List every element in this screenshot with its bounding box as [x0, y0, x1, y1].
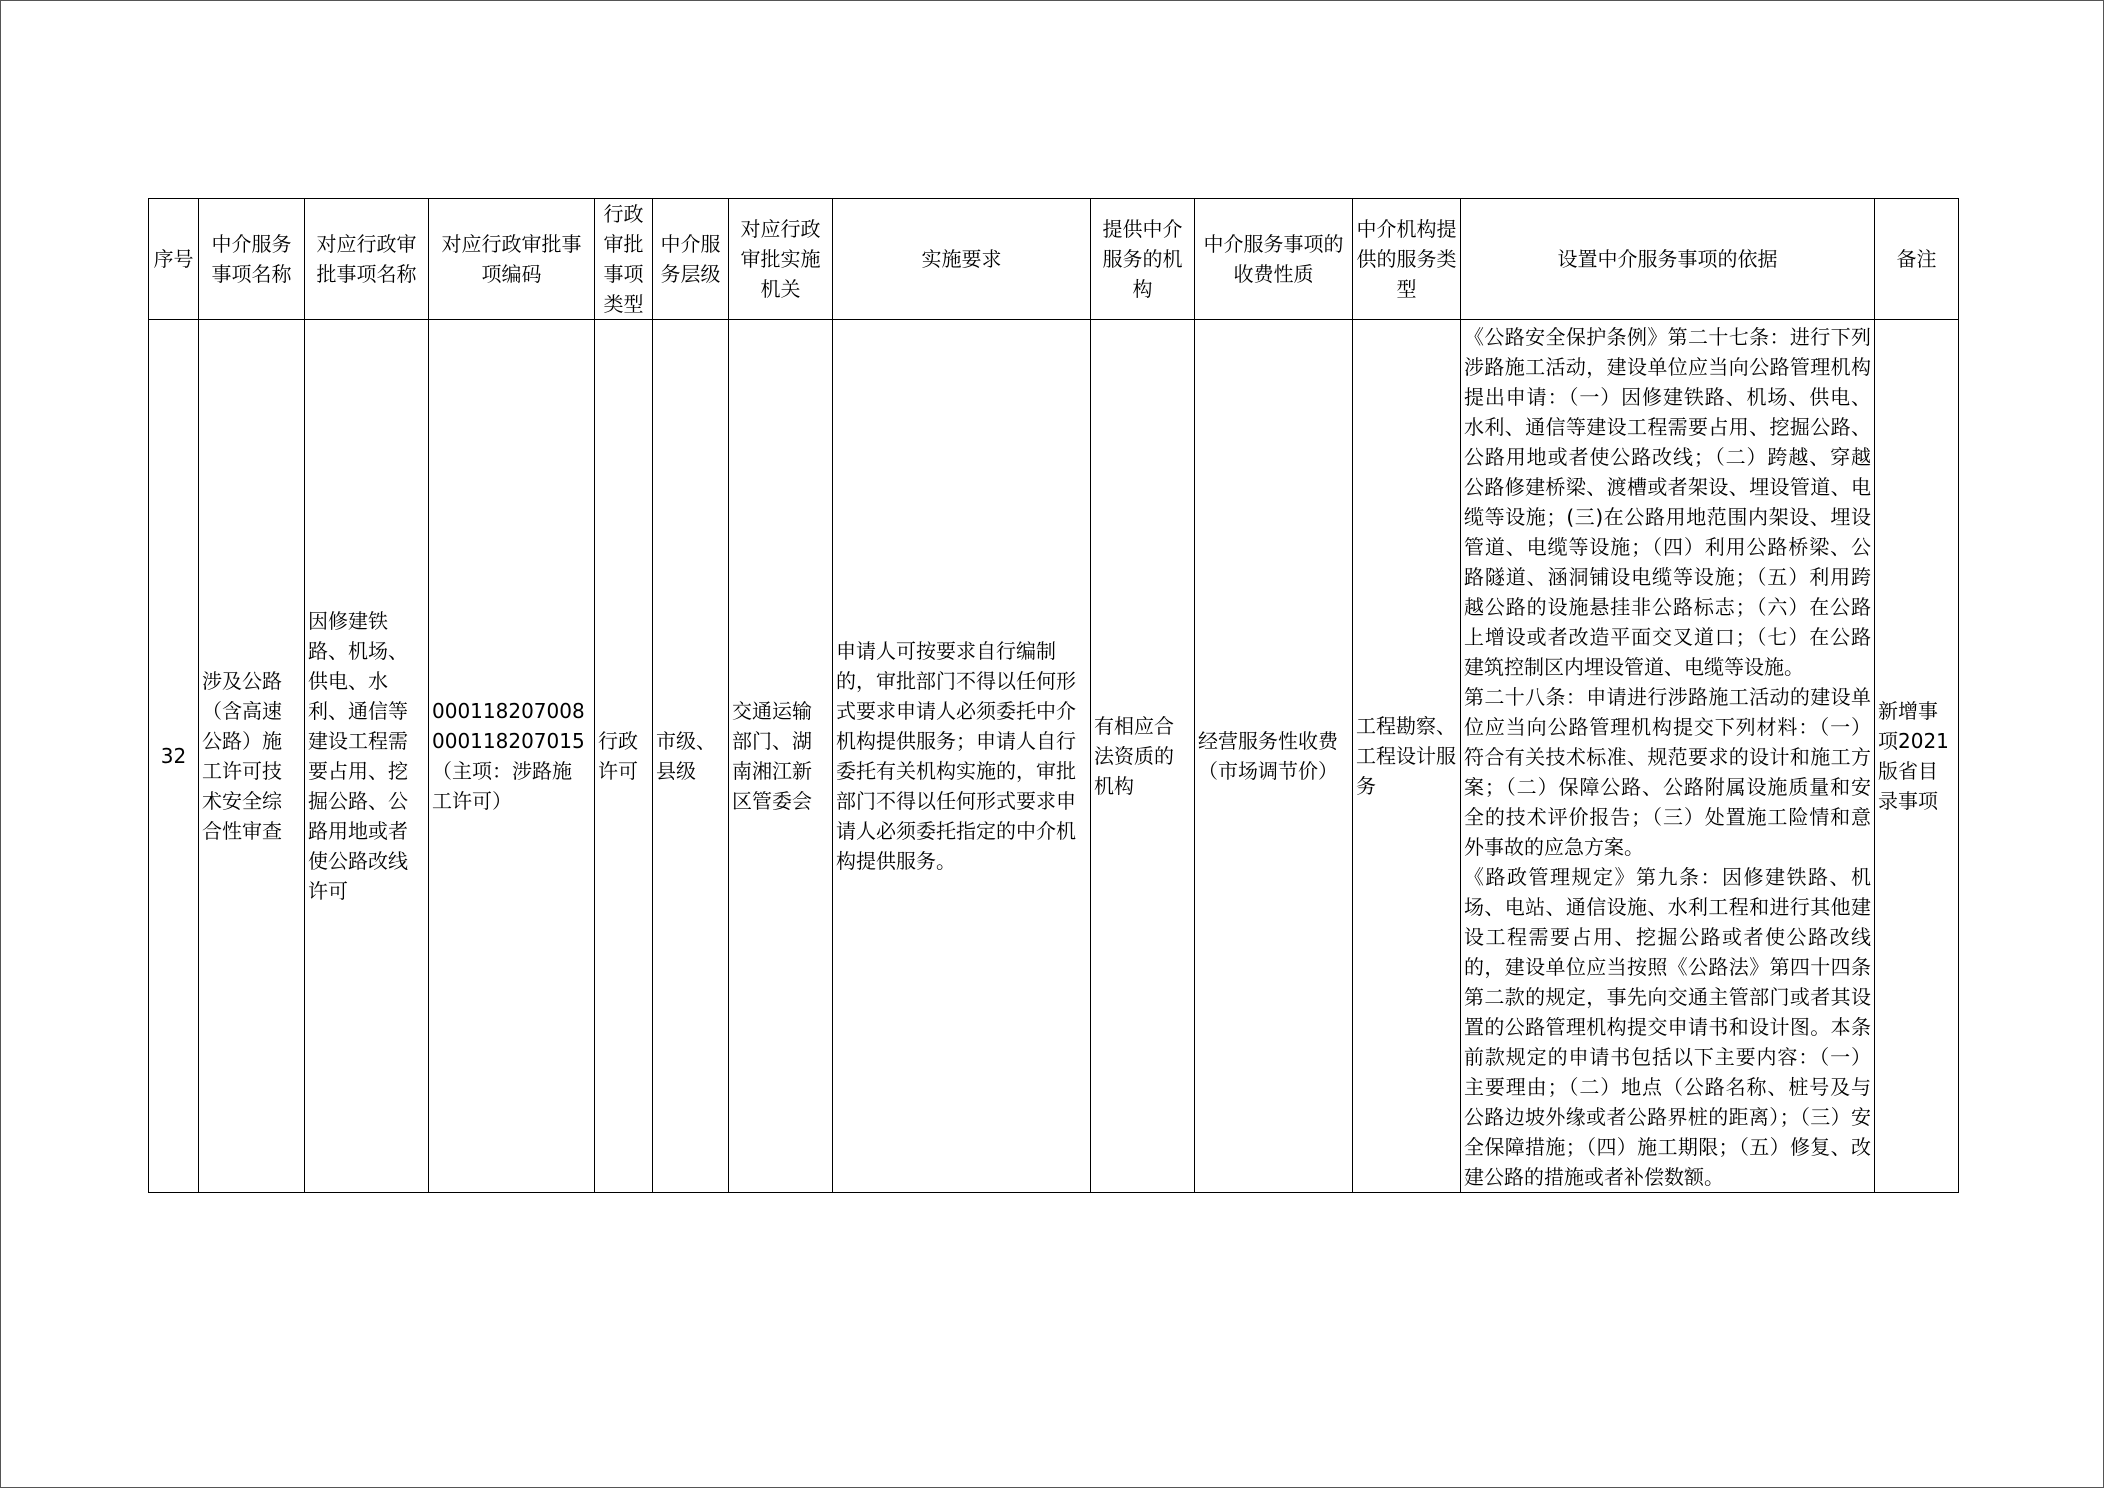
cell-approval-type: 行政许可 — [595, 320, 653, 1193]
header-implementing-agency: 对应行政审批实施机关 — [729, 199, 833, 320]
basis-paragraph-3: 《路政管理规定》第九条：因修建铁路、机场、电站、通信设施、水利工程和进行其他建设工程需要占用、挖掘公路或者使公路改线的，建设单位应当按照《公路法》第四十四条第二款的规定，事先向交通主管部门或者其设置的公路管理机构提交申请书和设计图。本条前款规定的申请书包括以下主要内容：（一）主要理由；（二）地点（公路名称、桩号及与公路边坡外缘或者公路界桩的距离）；（三）安全保障措施；（四）施工期限；（五）修复、改建公路的措施或者补偿数额。 — [1464, 865, 1871, 1189]
basis-paragraph-1: 《公路安全保护条例》第二十七条：进行下列涉路施工活动，建设单位应当向公路管理机构提出申请：（一）因修建铁路、机场、供电、水利、通信等建设工程需要占用、挖掘公路、公路用地或者使公路改线；（二）跨越、穿越公路修建桥梁、渡槽或者架设、埋设管道、电缆等设施；(三)在公路用地范围内架设、埋设管道、电缆等设施；（四）利用公路桥梁、公路隧道、涵洞铺设电缆等设施；（五）利用跨越公路的设施悬挂非公路标志；（六）在公路上增设或者改造平面交叉道口；（七）在公路建筑控制区内埋设管道、电缆等设施。 — [1464, 325, 1871, 679]
cell-service-type: 工程勘察、工程设计服务 — [1353, 320, 1461, 1193]
cell-seq: 32 — [149, 320, 199, 1193]
cell-implementing-agency: 交通运输部门、湖南湘江新区管委会 — [729, 320, 833, 1193]
header-service-level: 中介服务层级 — [653, 199, 729, 320]
header-approval-code: 对应行政审批事项编码 — [429, 199, 595, 320]
cell-remarks: 新增事项2021版省目录事项 — [1875, 320, 1959, 1193]
header-approval-name: 对应行政审批事项名称 — [305, 199, 429, 320]
cell-approval-name: 因修建铁路、机场、供电、水利、通信等建设工程需要占用、挖掘公路、公路用地或者使公路改线许可 — [305, 320, 429, 1193]
header-basis: 设置中介服务事项的依据 — [1461, 199, 1875, 320]
approval-code-note: （主项：涉路施工许可） — [432, 759, 572, 813]
intermediary-services-table — [148, 198, 1959, 1193]
cell-basis — [1461, 320, 1875, 1193]
header-seq: 序号 — [149, 199, 199, 320]
cell-service-name: 涉及公路（含高速公路）施工许可技术安全综合性审查 — [199, 320, 305, 1193]
cell-approval-code — [429, 320, 595, 1193]
header-remarks: 备注 — [1875, 199, 1959, 320]
cell-fee-nature: 经营服务性收费（市场调节价） — [1195, 320, 1353, 1193]
header-fee-nature: 中介服务事项的收费性质 — [1195, 199, 1353, 320]
header-row — [149, 199, 1959, 320]
cell-requirements: 申请人可按要求自行编制的，审批部门不得以任何形式要求申请人必须委托中介机构提供服务；申请人自行委托有关机构实施的，审批部门不得以任何形式要求申请人必须委托指定的中介机构提供服务。 — [833, 320, 1091, 1193]
approval-code-2: 000118207015 — [432, 729, 585, 753]
header-requirements: 实施要求 — [833, 199, 1091, 320]
cell-provider: 有相应合法资质的机构 — [1091, 320, 1195, 1193]
header-approval-type: 行政审批事项类型 — [595, 199, 653, 320]
header-service-name: 中介服务事项名称 — [199, 199, 305, 320]
cell-service-level: 市级、县级 — [653, 320, 729, 1193]
header-service-type: 中介机构提供的服务类型 — [1353, 199, 1461, 320]
basis-paragraph-2: 第二十八条：申请进行涉路施工活动的建设单位应当向公路管理机构提交下列材料：（一）符合有关技术标准、规范要求的设计和施工方案；（二）保障公路、公路附属设施质量和安全的技术评价报告；（三）处置施工险情和意外事故的应急方案。 — [1464, 685, 1871, 859]
table-row — [149, 320, 1959, 1193]
header-provider: 提供中介服务的机构 — [1091, 199, 1195, 320]
approval-code-1: 000118207008 — [432, 699, 585, 723]
